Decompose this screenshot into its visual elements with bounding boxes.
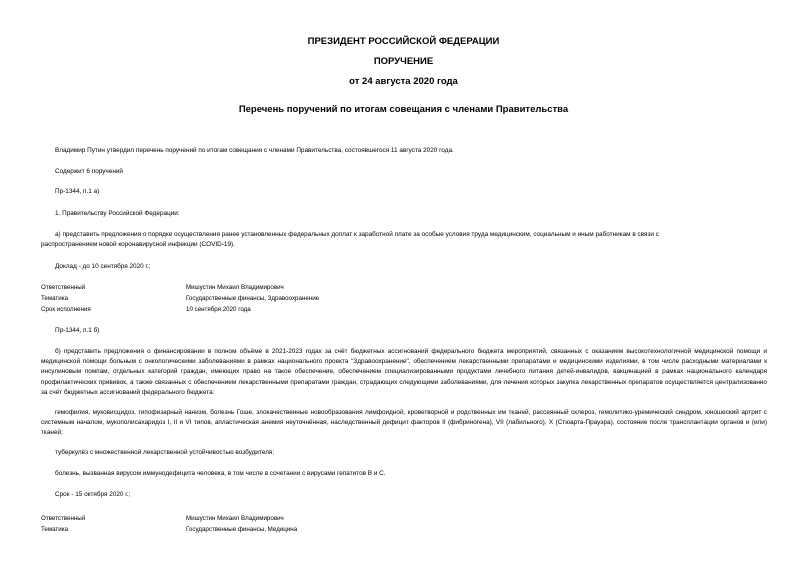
responsible-label: Ответственный (41, 515, 86, 522)
addressee: 1. Правительству Российской Федерации: (55, 210, 180, 217)
responsible-label: Ответственный (41, 284, 86, 291)
reference-2: Пр-1344, п.1 б) (55, 327, 100, 334)
item-b-paragraph: б) представить предложения о финансировании в полном объёме в 2021-2023 годах за счёт бюджетных ассигнований федерального бюджета мероприятий, связанных с оказанием высокотехнологичной медицинской помощи и медицинской помощи больным с онкологическими заболеваниями в рамках национального проекта "Здравоохранение", обеспечением лекарственными препаратами и медицинскими изделиями, в том числе расходными материалами к инсулиновым помпам, отдельных категорий граждан, имеющих право на такое обеспечение, обеспечением специализированными продуктами лечебного питания детей-инвалидов, вакцинацией в рамках национального календаря профилактических прививок, а также связанных с обеспечением лекарственными препаратами граждан, страдающих следующими заболеваниями, для лечения которых закупка лекарственных препаратов осуществляется централизованно за счёт бюджетных ассигнований федерального бюджета: (41, 348, 767, 396)
meta-row-topic-1 (41, 295, 541, 303)
issuer-heading: ПРЕЗИДЕНТ РОССИЙСКОЙ ФЕДЕРАЦИИ (307, 36, 500, 47)
tuberculosis-item: туберкулёз с множественной лекарственной устойчивостью возбудителя; (55, 449, 275, 456)
deadline-label: Срок исполнения (41, 306, 91, 313)
topic-value: Государственные финансы, Здравоохранение (186, 295, 320, 302)
topic-label: Тематика (41, 295, 69, 302)
document-date: от 24 августа 2020 года (349, 76, 458, 87)
topic-label: Тематика (41, 526, 69, 533)
responsible-value: Мишустин Михаил Владимирович (186, 515, 284, 522)
item-a-line-2: распространением новой коронавирусной инфекции (COVID-19). (41, 241, 235, 248)
meta-row-topic-2 (41, 526, 541, 534)
deadline-value: 10 сентября 2020 года (186, 306, 251, 313)
term-deadline-2: Срок - 15 октября 2020 г.; (55, 491, 131, 498)
document-title: Перечень поручений по итогам совещания с членами Правительства (238, 104, 569, 115)
hiv-item: болезнь, вызванная вирусом иммунодефицита человека, в том числе в сочетании с вирусами гепатитов В и С. (55, 470, 386, 477)
meta-row-responsible-1 (41, 284, 541, 292)
instructions-count: Содержит 6 поручений (55, 168, 123, 175)
intro-paragraph: Владимир Путин утвердил перечень поручений по итогам совещания с членами Правительства, состоявшегося 11 августа 2020 года. (55, 147, 454, 154)
item-a-line-1: а) представить предложения о порядке осуществления ранее установленных федеральных доплат к заработной плате за особые условия труда медицинским, социальным и иным работникам в связи с (55, 231, 659, 238)
document-type: ПОРУЧЕНИЕ (373, 56, 434, 67)
meta-row-responsible-2 (41, 515, 541, 523)
responsible-value: Мишустин Михаил Владимирович (186, 284, 284, 291)
topic-value: Государственные финансы, Медицина (186, 526, 298, 533)
reference-1: Пр-1344, п.1 а) (55, 188, 100, 195)
report-deadline-1: Доклад - до 10 сентября 2020 г.; (55, 263, 151, 270)
diseases-paragraph: гемофилия, муковисцидоз, гипофизарный нанизм, болезнь Гоше, злокачественные новообразования лимфоидной, кроветворной и родственных им тканей, рассеянный склероз, гемолитико-уремический синдром, юношеский артрит с системным началом, мукополисахаридоз I, II и VI типов, апластическая анемия неуточнённая, наследственный дефицит факторов II (фибриногена), VII (лабильного), X (Стюарта-Прауэра), состояние после трансплантации органов и (или) тканей; (41, 409, 767, 437)
meta-row-deadline-1 (41, 306, 541, 314)
